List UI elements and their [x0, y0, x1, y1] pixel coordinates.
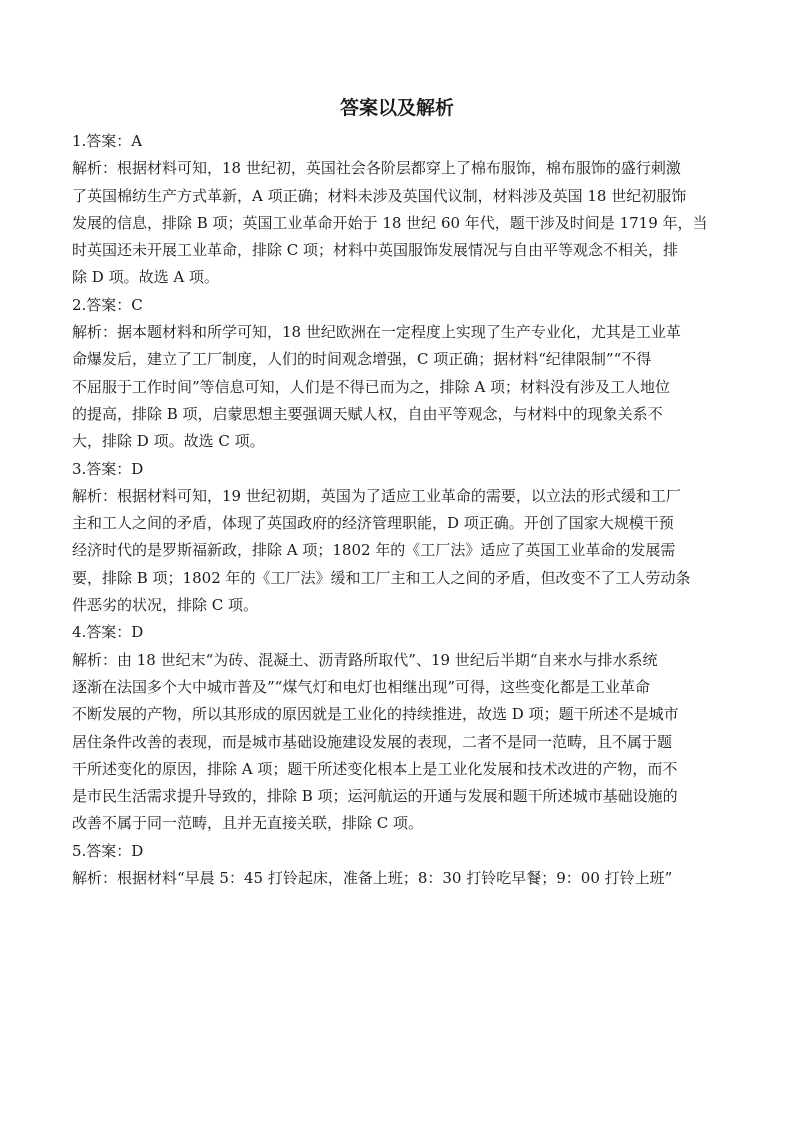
document-title: 答案以及解析 — [339, 97, 454, 119]
text-line: 4.答案：D — [72, 623, 144, 642]
text-line: 逐渐在法国多个大中城市普及”“煤气灯和电灯也相继出现”可得，这些变化都是工业革命 — [72, 677, 651, 696]
text-line: 不断发展的产物，所以其形成的原因就是工业化的持续推进，故选 D 项；题干所述不是城市 — [72, 705, 679, 724]
text-line: 解析：根据材料“早晨 5：45 打铃起床，准备上班；8：30 打铃吃早餐；9：00 打铃上班” — [72, 869, 673, 888]
document-body — [72, 128, 722, 892]
text-line: 主和工人之间的矛盾，体现了英国政府的经济管理职能，D 项正确。开创了国家大规模干预 — [72, 514, 674, 533]
text-line: 1.答案：A — [72, 132, 143, 150]
text-line: 除 D 项。故选 A 项。 — [72, 268, 219, 287]
text-line: 改善不属于同一范畴，且并无直接关联，排除 C 项。 — [72, 814, 424, 833]
text-line: 3.答案：D — [72, 459, 144, 478]
text-line: 要，排除 B 项；1802 年的《工厂法》缓和工厂主和工人之间的矛盾，但改变不了工人劳动条 — [72, 568, 691, 587]
text-line: 大，排除 D 项。故选 C 项。 — [72, 432, 265, 451]
text-line: 命爆发后，建立了工厂制度，人们的时间观念增强，C 项正确；据材料“纪律限制”“不得 — [72, 350, 652, 369]
text-line: 居住条件改善的表现，而是城市基础设施建设发展的表现，二者不是同一范畴，且不属于题 — [72, 732, 673, 751]
text-line: 干所述变化的原因，排除 A 项；题干所述变化根本上是工业化发展和技术改进的产物，而不 — [72, 759, 678, 778]
text-line: 2.答案：C — [72, 295, 143, 314]
text-line: 是市民生活需求提升导致的，排除 B 项；运河航运的开通与发展和题干所述城市基础设施的 — [72, 787, 678, 806]
text-line: 解析：据本题材料和所学可知，18 世纪欧洲在一定程度上实现了生产专业化，尤其是工业革 — [72, 323, 681, 342]
text-line: 的提高，排除 B 项，启蒙思想主要强调天赋人权，自由平等观念，与材料中的现象关系不 — [72, 404, 663, 423]
document-page — [72, 92, 722, 892]
text-line: 解析：根据材料可知，18 世纪初，英国社会各阶层都穿上了棉布服饰，棉布服饰的盛行刺激 — [72, 159, 681, 178]
text-line: 经济时代的是罗斯福新政，排除 A 项；1802 年的《工厂法》适应了英国工业革命的发展需 — [72, 541, 676, 560]
text-line: 解析：由 18 世纪末“为砖、混凝土、沥青路所取代”、19 世纪后半期“自来水与排水系统 — [72, 650, 658, 669]
text-line: 解析：根据材料可知，19 世纪初期，英国为了适应工业革命的需要，以立法的形式缓和工厂 — [72, 486, 681, 505]
text-line: 5.答案：D — [72, 841, 144, 860]
text-line: 不屈服于工作时间”等信息可知，人们是不得已而为之，排除 A 项；材料没有涉及工人地位 — [72, 377, 671, 396]
text-line: 了英国棉纺生产方式革新，A 项正确；材料未涉及英国代议制，材料涉及英国 18 世纪初服饰 — [72, 186, 687, 205]
text-line: 件恶劣的状况，排除 C 项。 — [72, 596, 259, 615]
text-line: 发展的信息，排除 B 项；英国工业革命开始于 18 世纪 60 年代，题干涉及时间是 1719 年，当 — [72, 213, 708, 232]
text-line: 时英国还未开展工业革命，排除 C 项；材料中英国服饰发展情况与自由平等观念不相关，排 — [72, 241, 679, 260]
